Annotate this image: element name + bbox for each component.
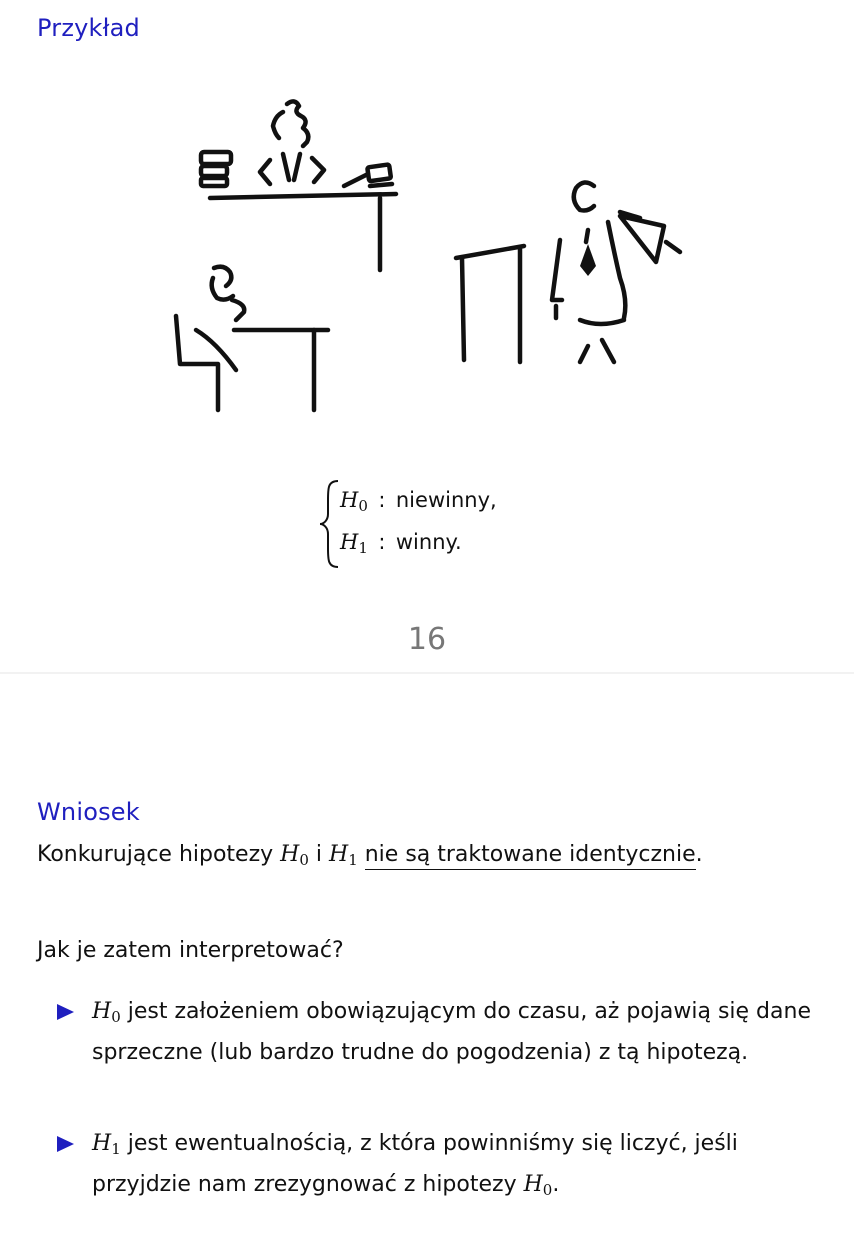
prosecutor-drawing <box>552 182 680 362</box>
bullet-symbol: H <box>92 1131 112 1156</box>
h0-sub: 0 <box>358 497 368 515</box>
bullet-sub: 1 <box>111 1140 121 1158</box>
courtroom-illustration <box>0 0 854 460</box>
bullet-sub: 0 <box>111 1008 121 1026</box>
h1-symbol: H <box>340 530 359 554</box>
slide-17 <box>0 674 854 1237</box>
frame-title: Przykład <box>37 14 140 42</box>
left-brace <box>318 478 340 570</box>
hypotheses-cases <box>318 478 558 570</box>
bullet-triangle-icon <box>57 1004 74 1020</box>
h0-sub: 0 <box>299 851 309 869</box>
conclusion-suffix: . <box>695 842 703 867</box>
hypothesis-h1 <box>340 530 462 557</box>
bullet-triangle-icon <box>57 1136 74 1152</box>
bullet-tail-sub: 0 <box>542 1181 553 1199</box>
h1-colon: : <box>378 530 386 554</box>
conclusion-line <box>37 842 703 869</box>
h0-colon: : <box>378 488 386 512</box>
witness-stand-drawing <box>456 246 524 362</box>
bullet-tail: . <box>552 1172 560 1197</box>
bullet-body: jest założeniem obowiązującym do czasu, aż pojawią się dane sprzeczne (lub bardzo trudne do pogodzenia) z tą hipotezą. <box>92 999 811 1065</box>
h0-symbol: H <box>340 488 359 512</box>
h1-sub: 1 <box>348 851 358 869</box>
h1-symbol: H <box>329 842 349 867</box>
conclusion-prefix: Konkurujące hipotezy <box>37 842 281 867</box>
bullet-tail-symbol: H <box>523 1172 543 1197</box>
hypothesis-h0 <box>340 488 497 515</box>
question-line: Jak je zatem interpretować? <box>37 938 344 963</box>
h0-symbol: H <box>280 842 300 867</box>
page-number: 16 <box>407 622 447 657</box>
bullet-text <box>92 1126 822 1208</box>
h1-text: winny. <box>395 530 462 554</box>
bullet-body: jest ewentualnością, z która powinniśmy się liczyć, jeśli przyjdzie nam zrezygnować z hipotezy <box>92 1131 738 1197</box>
underlined-phrase: nie są traktowane identycznie <box>365 842 696 870</box>
h1-sub: 1 <box>358 539 368 557</box>
conclusion-and: i <box>308 842 329 867</box>
judge-drawing <box>201 101 396 270</box>
bullet-symbol: H <box>92 999 112 1024</box>
bullet-text <box>92 994 822 1070</box>
h0-text: niewinny, <box>395 488 497 512</box>
frame-title: Wniosek <box>37 798 140 826</box>
defendant-drawing <box>176 267 328 410</box>
